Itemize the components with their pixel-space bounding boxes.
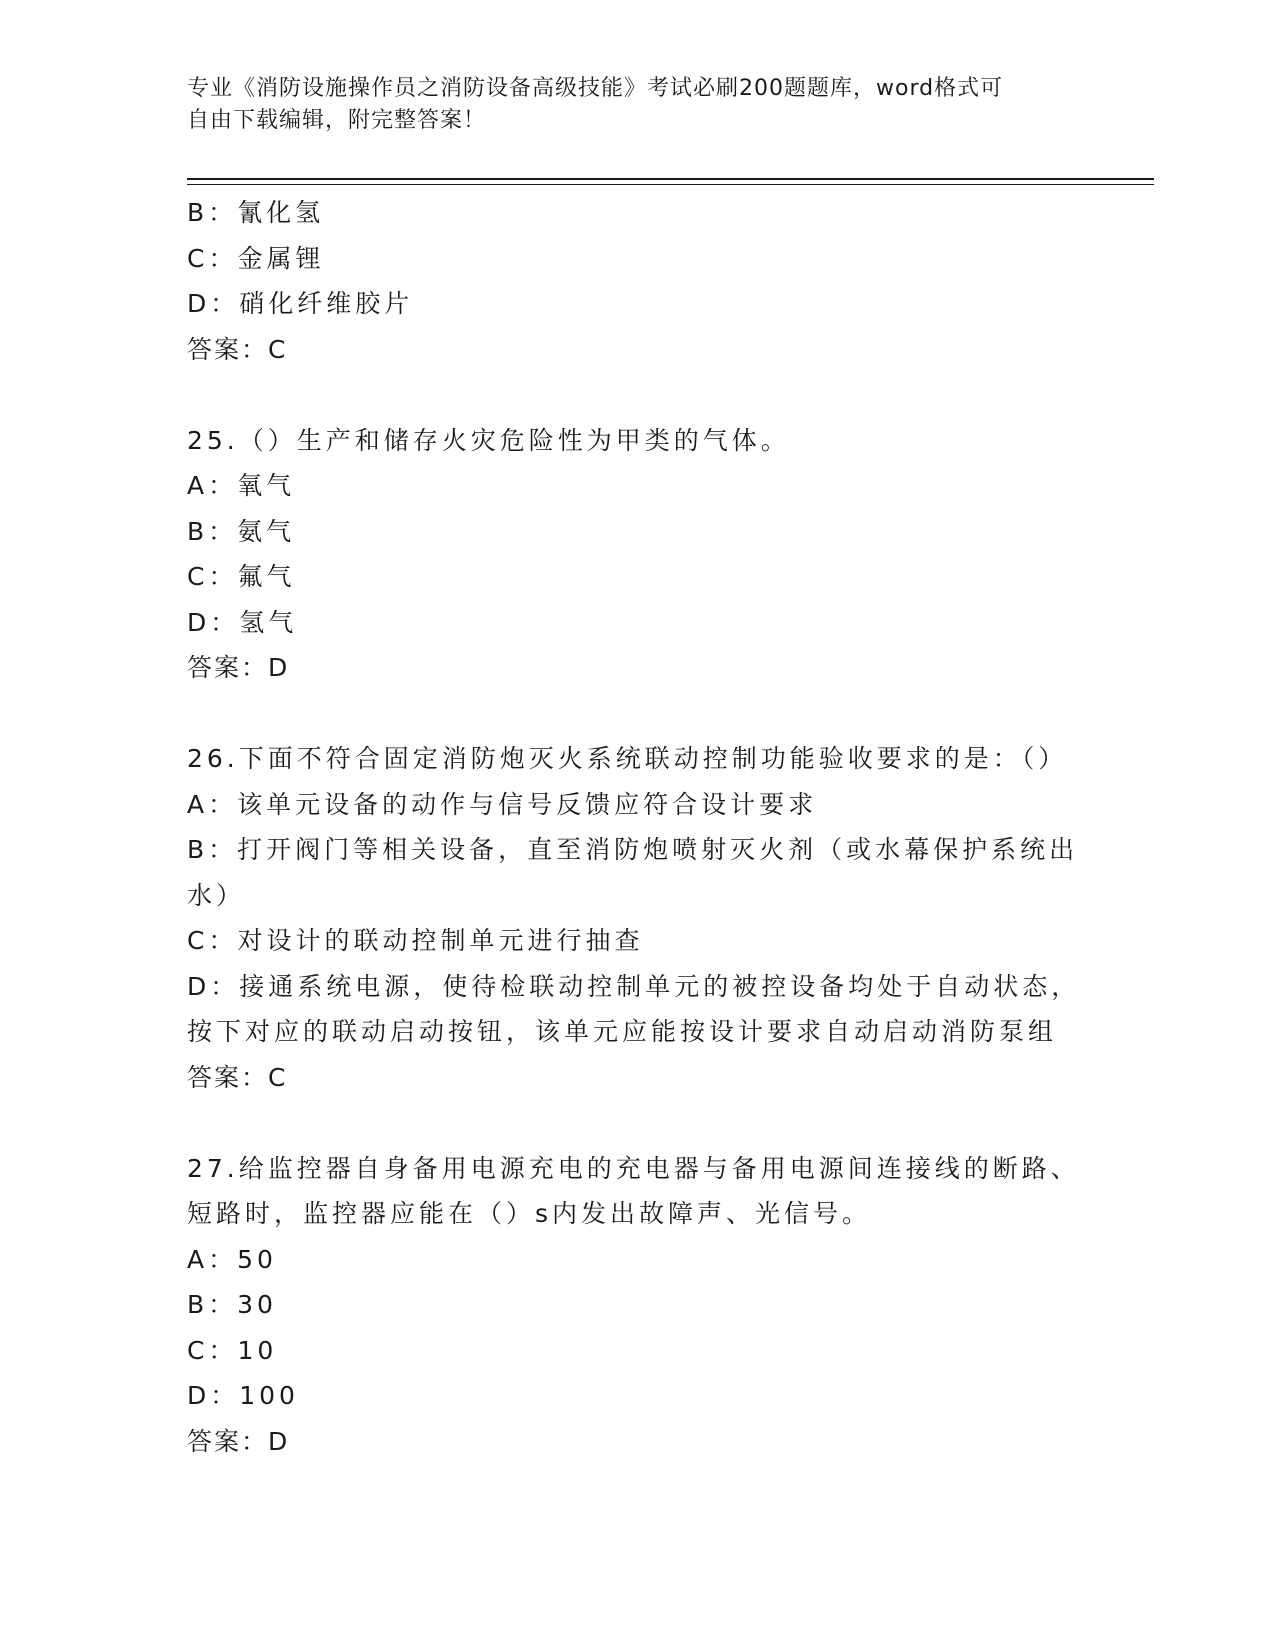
question-text-line-2: 短路时，监控器应能在（）s内发出故障声、光信号。 (187, 1199, 872, 1228)
header-rule-thick (187, 178, 1154, 180)
option-b-line-1: B：打开阀门等相关设备，直至消防炮喷射灭火剂（或水幕保护系统出 (187, 835, 1079, 864)
question-text: 25.（）生产和储存火灾危险性为甲类的气体。 (187, 425, 790, 455)
option-a: A：氧气 (187, 471, 296, 500)
answer: 答案：C (187, 1062, 288, 1092)
header-line-1: 专业《消防设施操作员之消防设备高级技能》考试必刷200题题库，word格式可 (187, 76, 1004, 101)
option-b: B：30 (187, 1290, 277, 1319)
option-a: A：50 (187, 1244, 277, 1274)
option-d: D：硝化纤维胶片 (187, 289, 414, 318)
question-24-tail (187, 190, 1087, 372)
option-d: D：100 (187, 1381, 299, 1410)
question-26 (187, 736, 1087, 1100)
option-c: C：对设计的联动控制单元进行抽查 (187, 926, 644, 955)
question-25 (187, 418, 1087, 691)
option-b: B：氨气 (187, 516, 296, 546)
header-rule-thin (187, 184, 1154, 185)
option-c: C：10 (187, 1335, 278, 1365)
header-line-2: 自由下载编辑，附完整答案！ (187, 108, 487, 133)
option-a: A：该单元设备的动作与信号反馈应符合设计要求 (187, 789, 818, 819)
question-27 (187, 1146, 1087, 1465)
question-list (187, 190, 1087, 1464)
option-d-line-1: D：接通系统电源，使待检联动控制单元的被控设备均处于自动状态， (187, 971, 1081, 1001)
answer: 答案：C (187, 334, 288, 364)
option-c: C：氟气 (187, 562, 296, 591)
option-c: C：金属锂 (187, 243, 325, 273)
answer: 答案：D (187, 653, 290, 682)
option-b: B：氰化氢 (187, 198, 325, 227)
option-d: D：氢气 (187, 607, 298, 637)
document-header (187, 73, 1067, 137)
question-text-line-1: 27.给监控器自身备用电源充电的充电器与备用电源间连接线的断路、 (187, 1153, 1080, 1183)
answer: 答案：D (187, 1426, 290, 1456)
option-d-line-2: 按下对应的联动启动按钮，该单元应能按设计要求自动启动消防泵组 (187, 1017, 1058, 1046)
question-text: 26.下面不符合固定消防炮灭火系统联动控制功能验收要求的是：（） (187, 744, 1068, 773)
option-b-line-2: 水） (187, 880, 246, 910)
